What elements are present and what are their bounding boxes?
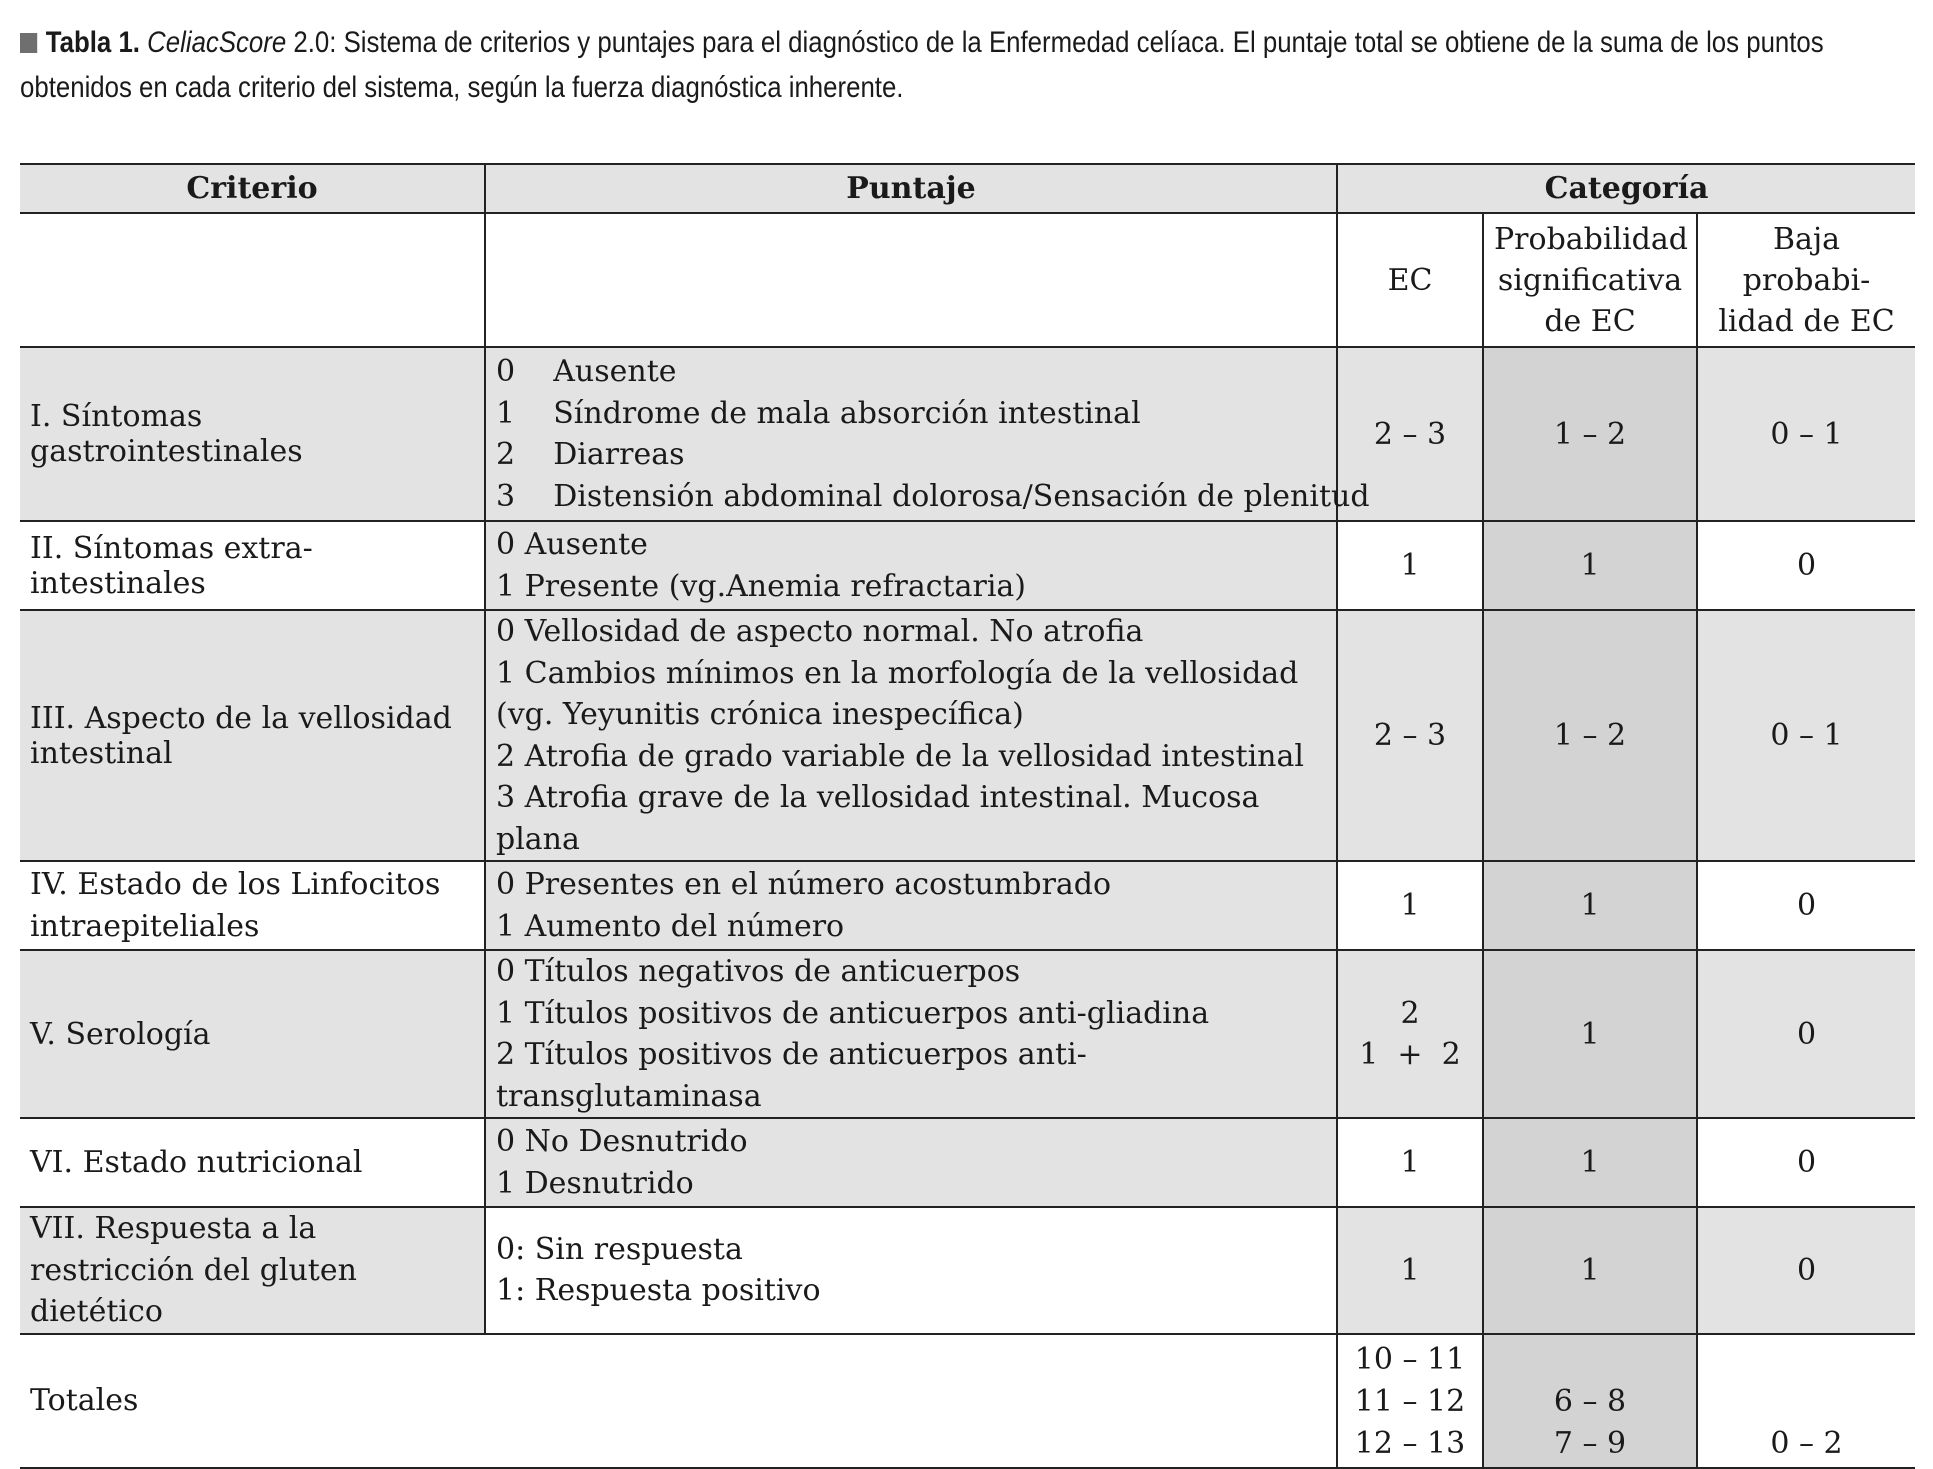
puntaje-line: 1 Títulos positivos de anticuerpos anti-gliadina (496, 995, 1210, 1031)
puntaje-line: 1 Cambios mínimos en la morfología de la vellosidad (vg. Yeyunitis crónica inespecífica) (496, 655, 1299, 732)
puntaje-cell (485, 521, 1337, 610)
table-row (20, 950, 1915, 1118)
caption-italic-name: CeliacScore (147, 26, 287, 59)
puntaje-line: 0 Ausente (496, 354, 677, 389)
puntaje-line: 3 Distensión abdominal dolorosa/Sensación de plenitud (496, 478, 1370, 514)
puntaje-line: 2 Títulos positivos de anticuerpos anti- transglutaminasa (496, 1037, 1087, 1114)
totals-ec-cell (1337, 1334, 1483, 1468)
puntaje-line: 0 Ausente (496, 527, 648, 562)
criterio-cell: II. Síntomas extra-intestinales (20, 521, 485, 610)
table-row (20, 861, 1915, 950)
prob-cell: 1 – 2 (1483, 347, 1697, 521)
totals-ec-line: 12 – 13 (1354, 1425, 1466, 1461)
puntaje-line: 0 No Desnutrido (496, 1124, 748, 1159)
totals-prob-line: 6 – 8 (1553, 1383, 1627, 1419)
subheader-prob-line-1: Probabilidad (1494, 221, 1688, 257)
baja-cell: 0 (1697, 861, 1915, 950)
header-criterio: Criterio (20, 164, 485, 213)
header-puntaje: Puntaje (485, 164, 1337, 213)
header-row (20, 164, 1915, 213)
puntaje-line: 0 Presentes en el número acostumbrado (496, 867, 1112, 902)
ec-cell: 1 (1337, 1207, 1483, 1334)
baja-cell: 0 (1697, 950, 1915, 1118)
ec-cell: 1 (1337, 521, 1483, 610)
puntaje-cell (485, 610, 1337, 861)
subheader-baja-line-2: lidad de EC (1718, 303, 1895, 339)
table-row (20, 1118, 1915, 1207)
baja-cell: 0 – 1 (1697, 610, 1915, 861)
criterio-cell: VII. Respuesta a la restricción del gluten dietético (20, 1207, 485, 1334)
totals-ec-line: 10 – 11 (1354, 1341, 1466, 1377)
puntaje-line: 1 Presente (vg.Anemia refractaria) (496, 568, 1027, 604)
prob-cell: 1 (1483, 1118, 1697, 1207)
baja-cell: 0 (1697, 521, 1915, 610)
puntaje-line: 2 Diarreas (496, 437, 685, 472)
totals-prob-cell (1483, 1334, 1697, 1468)
criterio-cell: V. Serología (20, 950, 485, 1118)
puntaje-line: 0 Títulos negativos de anticuerpos (496, 954, 1021, 989)
ec-cell: 1 (1337, 1118, 1483, 1207)
subheader-prob-line-3: de EC (1544, 303, 1636, 339)
puntaje-line: 3 Atrofia grave de la vellosidad intestinal. Mucosa plana (496, 780, 1260, 857)
puntaje-line: 0 Vellosidad de aspecto normal. No atrofia (496, 614, 1144, 649)
table-row (20, 521, 1915, 610)
subheader-ec: EC (1337, 213, 1483, 347)
subheader-baja (1697, 213, 1915, 347)
prob-cell: 1 (1483, 521, 1697, 610)
baja-cell: 0 (1697, 1118, 1915, 1207)
ec-line: 2 (1400, 995, 1420, 1031)
subheader-baja-line-1: Baja probabi- (1742, 221, 1871, 298)
table-row (20, 610, 1915, 861)
table-row (20, 1207, 1915, 1334)
caption-label: Tabla 1. (45, 26, 140, 59)
puntaje-cell (485, 1207, 1337, 1334)
criterio-cell: I. Síntomas gastrointestinales (20, 347, 485, 521)
criterio-cell: VI. Estado nutricional (20, 1118, 485, 1207)
totals-row (20, 1334, 1915, 1468)
puntaje-line: 1: Respuesta positivo (496, 1273, 821, 1309)
totals-baja-cell: 0 – 2 (1697, 1334, 1915, 1468)
puntaje-line: 2 Atrofia de grado variable de la vellosidad intestinal (496, 738, 1304, 774)
baja-cell: 0 – 1 (1697, 347, 1915, 521)
prob-cell: 1 – 2 (1483, 610, 1697, 861)
ec-cell (1337, 950, 1483, 1118)
subheader-prob-line-2: significativa (1497, 262, 1683, 298)
puntaje-line: 1 Síndrome de mala absorción intestinal (496, 395, 1141, 431)
prob-cell: 1 (1483, 950, 1697, 1118)
subheader-empty-criterio (20, 213, 485, 347)
table-row (20, 347, 1915, 521)
subheader-probabilidad (1483, 213, 1697, 347)
page (20, 20, 1915, 1461)
puntaje-line: 0: Sin respuesta (496, 1231, 743, 1267)
puntaje-cell (485, 861, 1337, 950)
header-categoria: Categoría (1337, 164, 1915, 213)
ec-cell: 1 (1337, 861, 1483, 950)
baja-cell: 0 (1697, 1207, 1915, 1334)
totals-prob-line: 7 – 9 (1553, 1425, 1627, 1461)
prob-cell: 1 (1483, 861, 1697, 950)
subheader-empty-puntaje (485, 213, 1337, 347)
totals-ec-line: 11 – 12 (1354, 1383, 1466, 1419)
celiac-score-table (20, 163, 1915, 1469)
prob-cell: 1 (1483, 1207, 1697, 1334)
table-caption (20, 20, 1921, 110)
puntaje-line: 1 Aumento del número (496, 908, 845, 944)
puntaje-cell (485, 347, 1370, 521)
ec-cell: 2 – 3 (1337, 610, 1483, 861)
ec-cell: 2 – 3 (1337, 347, 1483, 521)
criterio-cell: IV. Estado de los Linfocitos intraepiteliales (20, 861, 485, 950)
caption-text: 2.0: Sistema de criterios y puntajes para el diagnóstico de la Enfermedad celíaca. El puntaje total se obtiene de la suma de los puntos obtenidos en cada criterio del sistema, según la fuerza diagnóstica inherente. (20, 26, 1824, 104)
puntaje-cell (485, 950, 1337, 1118)
subheader-row (20, 213, 1915, 347)
totals-label: Totales (30, 1383, 139, 1418)
criterio-cell: III. Aspecto de la vellosidad intestinal (20, 610, 485, 861)
puntaje-line: 1 Desnutrido (496, 1165, 694, 1201)
caption-square-icon (20, 33, 37, 53)
puntaje-cell (485, 1118, 1337, 1207)
ec-line: 1 + 2 (1359, 1037, 1461, 1072)
